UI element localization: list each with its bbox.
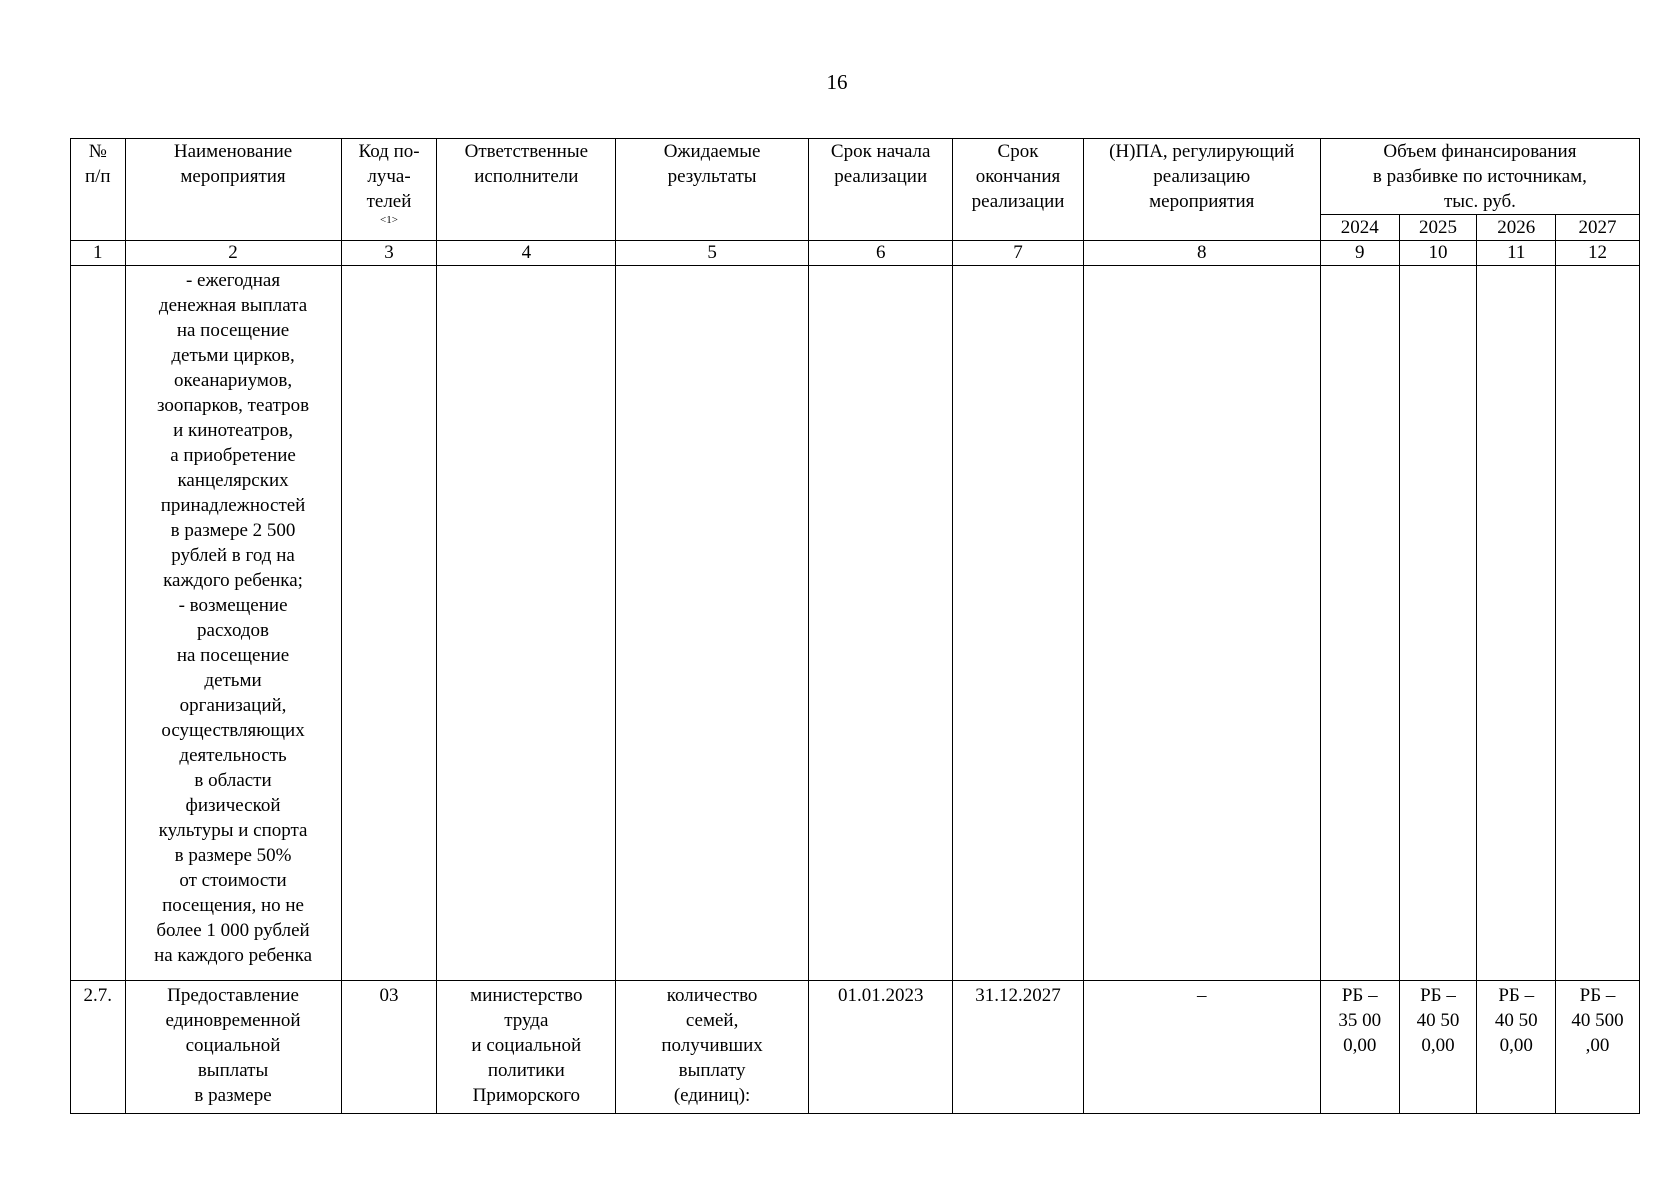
column-number: 8 (1083, 241, 1320, 266)
page-number: 16 (826, 70, 848, 94)
cell-empty (1083, 266, 1320, 981)
cell-empty (1477, 266, 1556, 981)
header-year-2027: 2027 (1556, 215, 1640, 241)
header-start: Срок начала реализации (809, 139, 953, 241)
header-end: Срок окончания реализации (953, 139, 1083, 241)
header-year-2025: 2025 (1399, 215, 1477, 241)
column-number: 11 (1477, 241, 1556, 266)
financing-2025: РБ – 40 50 0,00 (1399, 981, 1477, 1114)
cell-empty (437, 266, 616, 981)
cell-empty (809, 266, 953, 981)
continuation-text: - ежегодная денежная выплата на посещение детьми цирков, океанариумов, зоопарков, театров и кинотеатров, а приобретение канцелярских принадлежностей в размере 2 500 рублей в год на каждого ребенка; - возмещение расходов на посещение детьми организаций, осуществляющих деятельность в области физической культуры и спорта в размере 50% от стоимости посещения, но не более 1 000 рублей на каждого ребенка (125, 266, 341, 981)
cell-empty (1556, 266, 1640, 981)
header-results: Ожидаемые результаты (616, 139, 809, 241)
financing-2027: РБ – 40 500 ,00 (1556, 981, 1640, 1114)
start-date: 01.01.2023 (809, 981, 953, 1114)
header-code-note: <1> (380, 214, 398, 226)
column-number: 3 (341, 241, 437, 266)
recipient-code: 03 (341, 981, 437, 1114)
header-financing: Объем финансирования в разбивке по источникам, тыс. руб. (1320, 139, 1639, 215)
column-number: 10 (1399, 241, 1477, 266)
column-number: 9 (1320, 241, 1399, 266)
expected-results: количество семей, получивших выплату (единиц): (616, 981, 809, 1114)
column-number: 12 (1556, 241, 1640, 266)
table-row-2-7 (71, 981, 1640, 1114)
cell-empty (1320, 266, 1399, 981)
financing-2024: РБ – 35 00 0,00 (1320, 981, 1399, 1114)
column-number: 6 (809, 241, 953, 266)
header-code (341, 139, 437, 241)
header-year-2026: 2026 (1477, 215, 1556, 241)
column-numbers-row (71, 241, 1640, 266)
end-date: 31.12.2027 (953, 981, 1083, 1114)
cell-empty (1399, 266, 1477, 981)
column-number: 7 (953, 241, 1083, 266)
header-npa: (Н)ПА, регулирующий реализацию мероприятия (1083, 139, 1320, 241)
responsible-executors: министерство труда и социальной политики Приморского (437, 981, 616, 1114)
cell-empty (341, 266, 437, 981)
column-number: 1 (71, 241, 126, 266)
column-number: 2 (125, 241, 341, 266)
header-code-label: Код по- луча- телей (358, 141, 420, 212)
financing-2026: РБ – 40 50 0,00 (1477, 981, 1556, 1114)
header-row (71, 139, 1640, 215)
cell-empty (616, 266, 809, 981)
cell-empty (953, 266, 1083, 981)
header-name: Наименование мероприятия (125, 139, 341, 241)
cell-empty (71, 266, 126, 981)
activity-name: Предоставление единовременной социальной выплаты в размере (125, 981, 341, 1114)
regulatory-act: – (1083, 981, 1320, 1114)
table-row-continuation (71, 266, 1640, 981)
row-number: 2.7. (71, 981, 126, 1114)
column-number: 4 (437, 241, 616, 266)
header-num: № п/п (71, 139, 126, 241)
activities-table (70, 138, 1640, 1114)
header-executors: Ответственные исполнители (437, 139, 616, 241)
column-number: 5 (616, 241, 809, 266)
header-year-2024: 2024 (1320, 215, 1399, 241)
